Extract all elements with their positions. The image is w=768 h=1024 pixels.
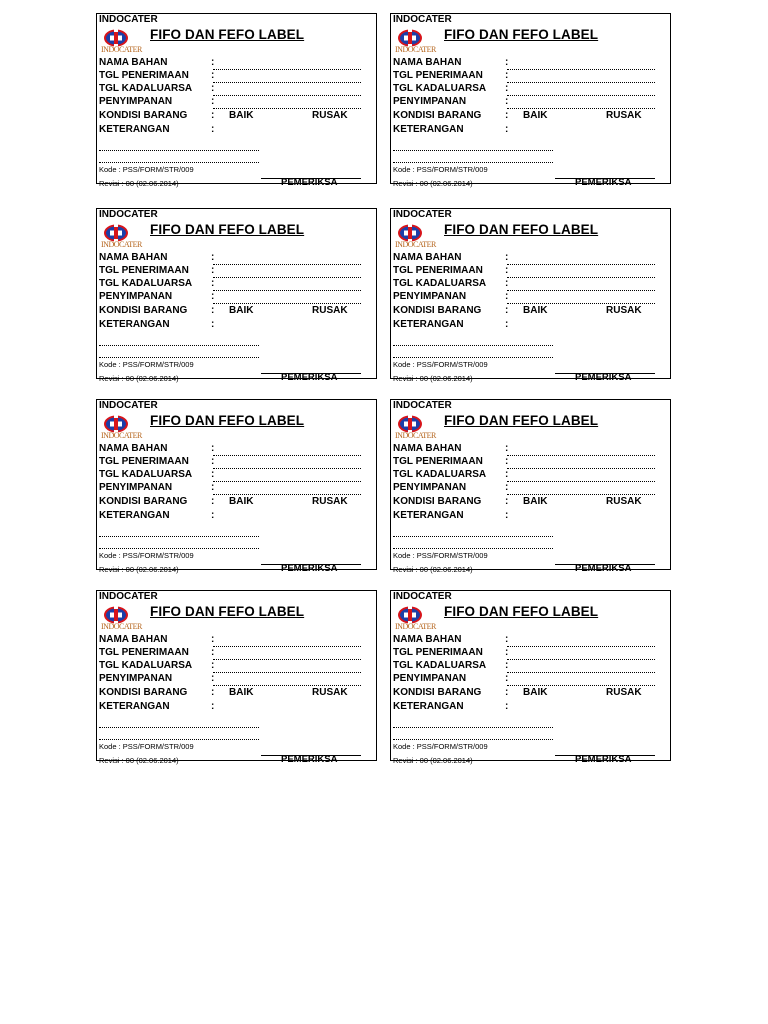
colon: : — [211, 634, 215, 645]
penyimpanan-line — [213, 685, 361, 686]
revision-info: Revisi : 00 (02.06.2014) — [99, 374, 179, 383]
nama-bahan-line — [213, 455, 361, 456]
fifo-fefo-label-card — [96, 399, 377, 574]
colon: : — [505, 96, 509, 107]
pemeriksa-label: PEMERIKSA — [575, 754, 632, 765]
colon: : — [505, 83, 509, 94]
colon: : — [505, 482, 509, 493]
indocater-logo — [395, 412, 436, 446]
keterangan-line-1 — [393, 150, 553, 151]
indocater-logo — [101, 221, 142, 255]
penyimpanan-line — [507, 494, 655, 495]
field-nama-bahan: NAMA BAHAN — [393, 57, 462, 68]
fifo-fefo-label-card — [390, 399, 671, 574]
colon: : — [505, 496, 509, 507]
colon: : — [211, 70, 215, 81]
revision-info: Revisi : 00 (02.06.2014) — [99, 565, 179, 574]
option-baik: BAIK — [523, 305, 548, 316]
field-penyimpanan: PENYIMPANAN — [393, 96, 467, 107]
colon: : — [211, 647, 215, 658]
keterangan-line-1 — [393, 727, 553, 728]
field-kondisi-barang: KONDISI BARANG — [99, 687, 188, 698]
tgl-penerimaan-line — [507, 468, 655, 469]
indocater-logo — [395, 603, 436, 637]
label-title: FIFO DAN FEFO LABEL — [444, 222, 599, 237]
tgl-penerimaan-line — [213, 468, 361, 469]
colon: : — [505, 701, 509, 712]
tgl-kadaluarsa-line — [213, 481, 361, 482]
form-code: Kode : PSS/FORM/STR/009 — [393, 360, 488, 369]
field-nama-bahan: NAMA BAHAN — [99, 634, 168, 645]
nama-bahan-line — [507, 264, 655, 265]
field-keterangan: KETERANGAN — [393, 124, 464, 135]
logo-wordmark: INDOCATER — [101, 431, 142, 440]
colon: : — [505, 70, 509, 81]
logo-wordmark: INDOCATER — [395, 240, 436, 249]
tgl-penerimaan-line — [213, 659, 361, 660]
nama-bahan-line — [213, 69, 361, 70]
fifo-fefo-label-card — [390, 13, 671, 188]
nama-bahan-line — [507, 69, 655, 70]
penyimpanan-line — [507, 303, 655, 304]
option-baik: BAIK — [523, 496, 548, 507]
colon: : — [211, 673, 215, 684]
colon: : — [211, 305, 215, 316]
tgl-penerimaan-line — [213, 82, 361, 83]
field-kondisi-barang: KONDISI BARANG — [393, 305, 482, 316]
field-penyimpanan: PENYIMPANAN — [99, 96, 173, 107]
label-title: FIFO DAN FEFO LABEL — [150, 413, 305, 428]
keterangan-line-2 — [393, 357, 553, 358]
field-keterangan: KETERANGAN — [99, 319, 170, 330]
pemeriksa-label: PEMERIKSA — [281, 372, 338, 383]
field-penyimpanan: PENYIMPANAN — [393, 482, 467, 493]
keterangan-line-2 — [99, 162, 259, 163]
colon: : — [211, 469, 215, 480]
field-keterangan: KETERANGAN — [99, 124, 170, 135]
field-kondisi-barang: KONDISI BARANG — [393, 110, 482, 121]
colon: : — [211, 124, 215, 135]
company-name: INDOCATER — [99, 400, 158, 411]
pemeriksa-label: PEMERIKSA — [575, 563, 632, 574]
revision-info: Revisi : 00 (02.06.2014) — [393, 179, 473, 188]
logo-wordmark: INDOCATER — [395, 622, 436, 631]
option-baik: BAIK — [229, 110, 254, 121]
label-title: FIFO DAN FEFO LABEL — [150, 604, 305, 619]
colon: : — [505, 110, 509, 121]
colon: : — [211, 110, 215, 121]
nama-bahan-line — [213, 264, 361, 265]
field-kondisi-barang: KONDISI BARANG — [99, 496, 188, 507]
field-nama-bahan: NAMA BAHAN — [393, 252, 462, 263]
penyimpanan-line — [213, 108, 361, 109]
field-tgl-kadaluarsa: TGL KADALUARSA — [99, 660, 193, 671]
pemeriksa-label: PEMERIKSA — [575, 177, 632, 188]
option-baik: BAIK — [229, 496, 254, 507]
logo-wordmark: INDOCATER — [395, 45, 436, 54]
colon: : — [505, 291, 509, 302]
keterangan-line-1 — [99, 536, 259, 537]
keterangan-line-2 — [99, 548, 259, 549]
keterangan-line-2 — [99, 357, 259, 358]
field-tgl-penerimaan: TGL PENERIMAAN — [99, 647, 189, 658]
nama-bahan-line — [507, 455, 655, 456]
pemeriksa-label: PEMERIKSA — [281, 177, 338, 188]
logo-wordmark: INDOCATER — [101, 45, 142, 54]
keterangan-line-2 — [99, 739, 259, 740]
pemeriksa-label: PEMERIKSA — [281, 754, 338, 765]
indocater-logo — [395, 26, 436, 60]
colon: : — [211, 660, 215, 671]
field-tgl-penerimaan: TGL PENERIMAAN — [393, 70, 483, 81]
colon: : — [505, 443, 509, 454]
label-title: FIFO DAN FEFO LABEL — [444, 604, 599, 619]
field-penyimpanan: PENYIMPANAN — [393, 673, 467, 684]
form-code: Kode : PSS/FORM/STR/009 — [99, 551, 194, 560]
tgl-penerimaan-line — [507, 82, 655, 83]
colon: : — [211, 57, 215, 68]
colon: : — [505, 319, 509, 330]
revision-info: Revisi : 00 (02.06.2014) — [99, 756, 179, 765]
colon: : — [211, 291, 215, 302]
keterangan-line-1 — [99, 345, 259, 346]
field-kondisi-barang: KONDISI BARANG — [99, 305, 188, 316]
keterangan-line-2 — [393, 548, 553, 549]
field-tgl-penerimaan: TGL PENERIMAAN — [99, 456, 189, 467]
field-tgl-penerimaan: TGL PENERIMAAN — [393, 456, 483, 467]
field-keterangan: KETERANGAN — [99, 701, 170, 712]
colon: : — [211, 701, 215, 712]
logo-wordmark: INDOCATER — [395, 431, 436, 440]
label-title: FIFO DAN FEFO LABEL — [150, 27, 305, 42]
colon: : — [505, 660, 509, 671]
colon: : — [505, 634, 509, 645]
form-code: Kode : PSS/FORM/STR/009 — [393, 165, 488, 174]
tgl-kadaluarsa-line — [507, 672, 655, 673]
colon: : — [211, 496, 215, 507]
field-tgl-penerimaan: TGL PENERIMAAN — [393, 265, 483, 276]
pemeriksa-label: PEMERIKSA — [281, 563, 338, 574]
revision-info: Revisi : 00 (02.06.2014) — [393, 565, 473, 574]
field-penyimpanan: PENYIMPANAN — [393, 291, 467, 302]
option-baik: BAIK — [229, 687, 254, 698]
nama-bahan-line — [507, 646, 655, 647]
fifo-fefo-label-card — [390, 590, 671, 765]
field-tgl-kadaluarsa: TGL KADALUARSA — [393, 278, 487, 289]
field-tgl-penerimaan: TGL PENERIMAAN — [393, 647, 483, 658]
colon: : — [211, 96, 215, 107]
fifo-fefo-label-card — [390, 208, 671, 383]
colon: : — [211, 456, 215, 467]
field-kondisi-barang: KONDISI BARANG — [393, 687, 482, 698]
field-tgl-kadaluarsa: TGL KADALUARSA — [99, 278, 193, 289]
field-penyimpanan: PENYIMPANAN — [99, 291, 173, 302]
form-code: Kode : PSS/FORM/STR/009 — [99, 360, 194, 369]
field-tgl-penerimaan: TGL PENERIMAAN — [99, 70, 189, 81]
tgl-kadaluarsa-line — [507, 481, 655, 482]
keterangan-line-2 — [393, 162, 553, 163]
nama-bahan-line — [213, 646, 361, 647]
field-tgl-kadaluarsa: TGL KADALUARSA — [99, 83, 193, 94]
revision-info: Revisi : 00 (02.06.2014) — [99, 179, 179, 188]
colon: : — [211, 278, 215, 289]
form-code: Kode : PSS/FORM/STR/009 — [99, 165, 194, 174]
colon: : — [211, 265, 215, 276]
tgl-penerimaan-line — [507, 659, 655, 660]
colon: : — [505, 252, 509, 263]
indocater-logo — [395, 221, 436, 255]
field-tgl-kadaluarsa: TGL KADALUARSA — [393, 83, 487, 94]
keterangan-line-1 — [99, 150, 259, 151]
option-baik: BAIK — [523, 687, 548, 698]
form-code: Kode : PSS/FORM/STR/009 — [99, 742, 194, 751]
keterangan-line-2 — [393, 739, 553, 740]
field-keterangan: KETERANGAN — [99, 510, 170, 521]
option-baik: BAIK — [229, 305, 254, 316]
logo-wordmark: INDOCATER — [101, 240, 142, 249]
colon: : — [505, 510, 509, 521]
penyimpanan-line — [507, 685, 655, 686]
company-name: INDOCATER — [99, 209, 158, 220]
label-title: FIFO DAN FEFO LABEL — [150, 222, 305, 237]
fifo-fefo-label-card — [96, 590, 377, 765]
indocater-logo — [101, 26, 142, 60]
field-tgl-penerimaan: TGL PENERIMAAN — [99, 265, 189, 276]
colon: : — [211, 443, 215, 454]
field-keterangan: KETERANGAN — [393, 319, 464, 330]
option-rusak: RUSAK — [312, 496, 348, 507]
field-keterangan: KETERANGAN — [393, 510, 464, 521]
company-name: INDOCATER — [393, 591, 452, 602]
keterangan-line-1 — [393, 345, 553, 346]
colon: : — [505, 278, 509, 289]
logo-wordmark: INDOCATER — [101, 622, 142, 631]
label-title: FIFO DAN FEFO LABEL — [444, 413, 599, 428]
tgl-kadaluarsa-line — [213, 672, 361, 673]
field-penyimpanan: PENYIMPANAN — [99, 482, 173, 493]
penyimpanan-line — [213, 494, 361, 495]
field-kondisi-barang: KONDISI BARANG — [393, 496, 482, 507]
tgl-kadaluarsa-line — [213, 95, 361, 96]
keterangan-line-1 — [99, 727, 259, 728]
keterangan-line-1 — [393, 536, 553, 537]
tgl-penerimaan-line — [507, 277, 655, 278]
option-rusak: RUSAK — [606, 305, 642, 316]
field-nama-bahan: NAMA BAHAN — [393, 634, 462, 645]
field-tgl-kadaluarsa: TGL KADALUARSA — [393, 660, 487, 671]
indocater-logo — [101, 412, 142, 446]
tgl-kadaluarsa-line — [213, 290, 361, 291]
fifo-fefo-label-card — [96, 13, 377, 188]
field-tgl-kadaluarsa: TGL KADALUARSA — [99, 469, 193, 480]
colon: : — [505, 57, 509, 68]
colon: : — [505, 305, 509, 316]
colon: : — [505, 456, 509, 467]
indocater-logo — [101, 603, 142, 637]
colon: : — [505, 647, 509, 658]
pemeriksa-label: PEMERIKSA — [575, 372, 632, 383]
colon: : — [505, 124, 509, 135]
company-name: INDOCATER — [99, 14, 158, 25]
form-code: Kode : PSS/FORM/STR/009 — [393, 742, 488, 751]
colon: : — [211, 687, 215, 698]
colon: : — [211, 83, 215, 94]
field-penyimpanan: PENYIMPANAN — [99, 673, 173, 684]
option-rusak: RUSAK — [606, 687, 642, 698]
colon: : — [211, 510, 215, 521]
colon: : — [505, 265, 509, 276]
field-kondisi-barang: KONDISI BARANG — [99, 110, 188, 121]
field-nama-bahan: NAMA BAHAN — [99, 443, 168, 454]
colon: : — [505, 673, 509, 684]
label-title: FIFO DAN FEFO LABEL — [444, 27, 599, 42]
option-rusak: RUSAK — [606, 110, 642, 121]
colon: : — [211, 319, 215, 330]
colon: : — [505, 687, 509, 698]
company-name: INDOCATER — [393, 400, 452, 411]
option-rusak: RUSAK — [312, 687, 348, 698]
field-nama-bahan: NAMA BAHAN — [393, 443, 462, 454]
option-rusak: RUSAK — [606, 496, 642, 507]
tgl-kadaluarsa-line — [507, 95, 655, 96]
colon: : — [505, 469, 509, 480]
revision-info: Revisi : 00 (02.06.2014) — [393, 374, 473, 383]
penyimpanan-line — [213, 303, 361, 304]
company-name: INDOCATER — [393, 14, 452, 25]
field-nama-bahan: NAMA BAHAN — [99, 252, 168, 263]
tgl-kadaluarsa-line — [507, 290, 655, 291]
company-name: INDOCATER — [393, 209, 452, 220]
form-code: Kode : PSS/FORM/STR/009 — [393, 551, 488, 560]
option-rusak: RUSAK — [312, 305, 348, 316]
penyimpanan-line — [507, 108, 655, 109]
option-baik: BAIK — [523, 110, 548, 121]
colon: : — [211, 252, 215, 263]
field-nama-bahan: NAMA BAHAN — [99, 57, 168, 68]
fifo-fefo-label-card — [96, 208, 377, 383]
tgl-penerimaan-line — [213, 277, 361, 278]
company-name: INDOCATER — [99, 591, 158, 602]
field-keterangan: KETERANGAN — [393, 701, 464, 712]
option-rusak: RUSAK — [312, 110, 348, 121]
field-tgl-kadaluarsa: TGL KADALUARSA — [393, 469, 487, 480]
colon: : — [211, 482, 215, 493]
revision-info: Revisi : 00 (02.06.2014) — [393, 756, 473, 765]
